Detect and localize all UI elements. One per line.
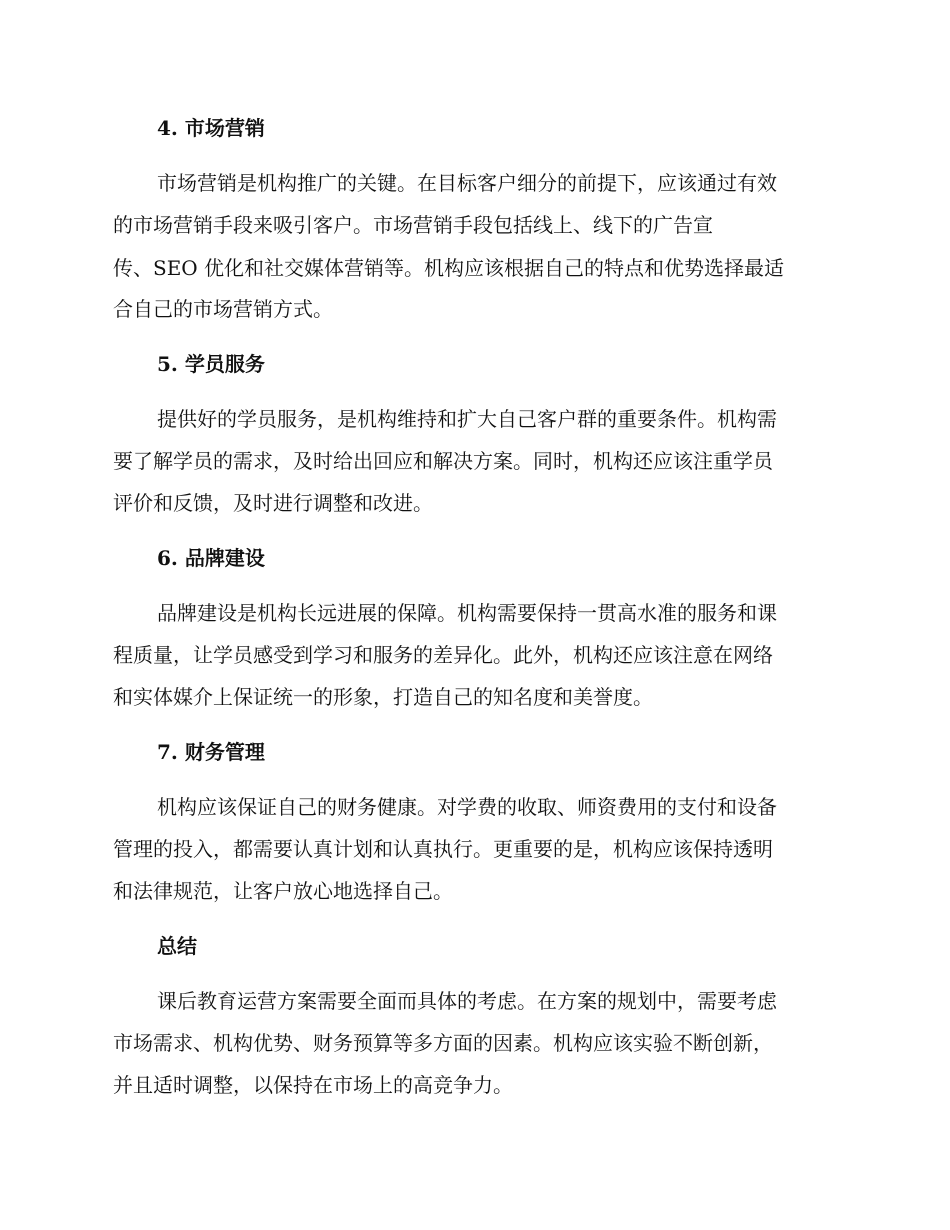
paragraph-line: 市场营销是机构推广的关键。在目标客户细分的前提下，应该通过有效 (157, 171, 777, 195)
paragraph-line: 市场需求、机构优势、财务预算等多方面的因素。机构应该实验不断创新， (113, 1031, 773, 1055)
paragraph-line: 和实体媒介上保证统一的形象，打造自己的知名度和美誉度。 (113, 685, 653, 709)
paragraph-line: 的市场营销手段来吸引客户。市场营销手段包括线上、线下的广告宣 (113, 213, 713, 237)
section-heading-brand-building: 6. 品牌建设 (157, 546, 265, 570)
paragraph-line: 合自己的市场营销方式。 (113, 297, 333, 321)
section-heading-summary: 总结 (157, 934, 197, 958)
paragraph-line: 要了解学员的需求，及时给出回应和解决方案。同时，机构还应该注重学员 (113, 449, 773, 473)
section-heading-marketing: 4. 市场营销 (157, 116, 265, 140)
paragraph-line: 课后教育运营方案需要全面而具体的考虑。在方案的规划中，需要考虑 (157, 989, 777, 1013)
paragraph-line: 评价和反馈，及时进行调整和改进。 (113, 491, 433, 515)
paragraph-line: 管理的投入，都需要认真计划和认真执行。更重要的是，机构应该保持透明 (113, 837, 773, 861)
section-heading-student-service: 5. 学员服务 (157, 352, 265, 376)
paragraph-line: 机构应该保证自己的财务健康。对学费的收取、师资费用的支付和设备 (157, 795, 777, 819)
paragraph-line: 品牌建设是机构长远进展的保障。机构需要保持一贯高水准的服务和课 (157, 601, 777, 625)
paragraph-line: 和法律规范，让客户放心地选择自己。 (113, 879, 453, 903)
section-heading-financial-management: 7. 财务管理 (157, 740, 265, 764)
paragraph-line: 提供好的学员服务，是机构维持和扩大自己客户群的重要条件。机构需 (157, 407, 777, 431)
paragraph-line: 程质量，让学员感受到学习和服务的差异化。此外，机构还应该注意在网络 (113, 643, 773, 667)
paragraph-line: 并且适时调整，以保持在市场上的高竞争力。 (113, 1073, 513, 1097)
paragraph-line: 传、SEO 优化和社交媒体营销等。机构应该根据自己的特点和优势选择最适 (113, 256, 785, 280)
